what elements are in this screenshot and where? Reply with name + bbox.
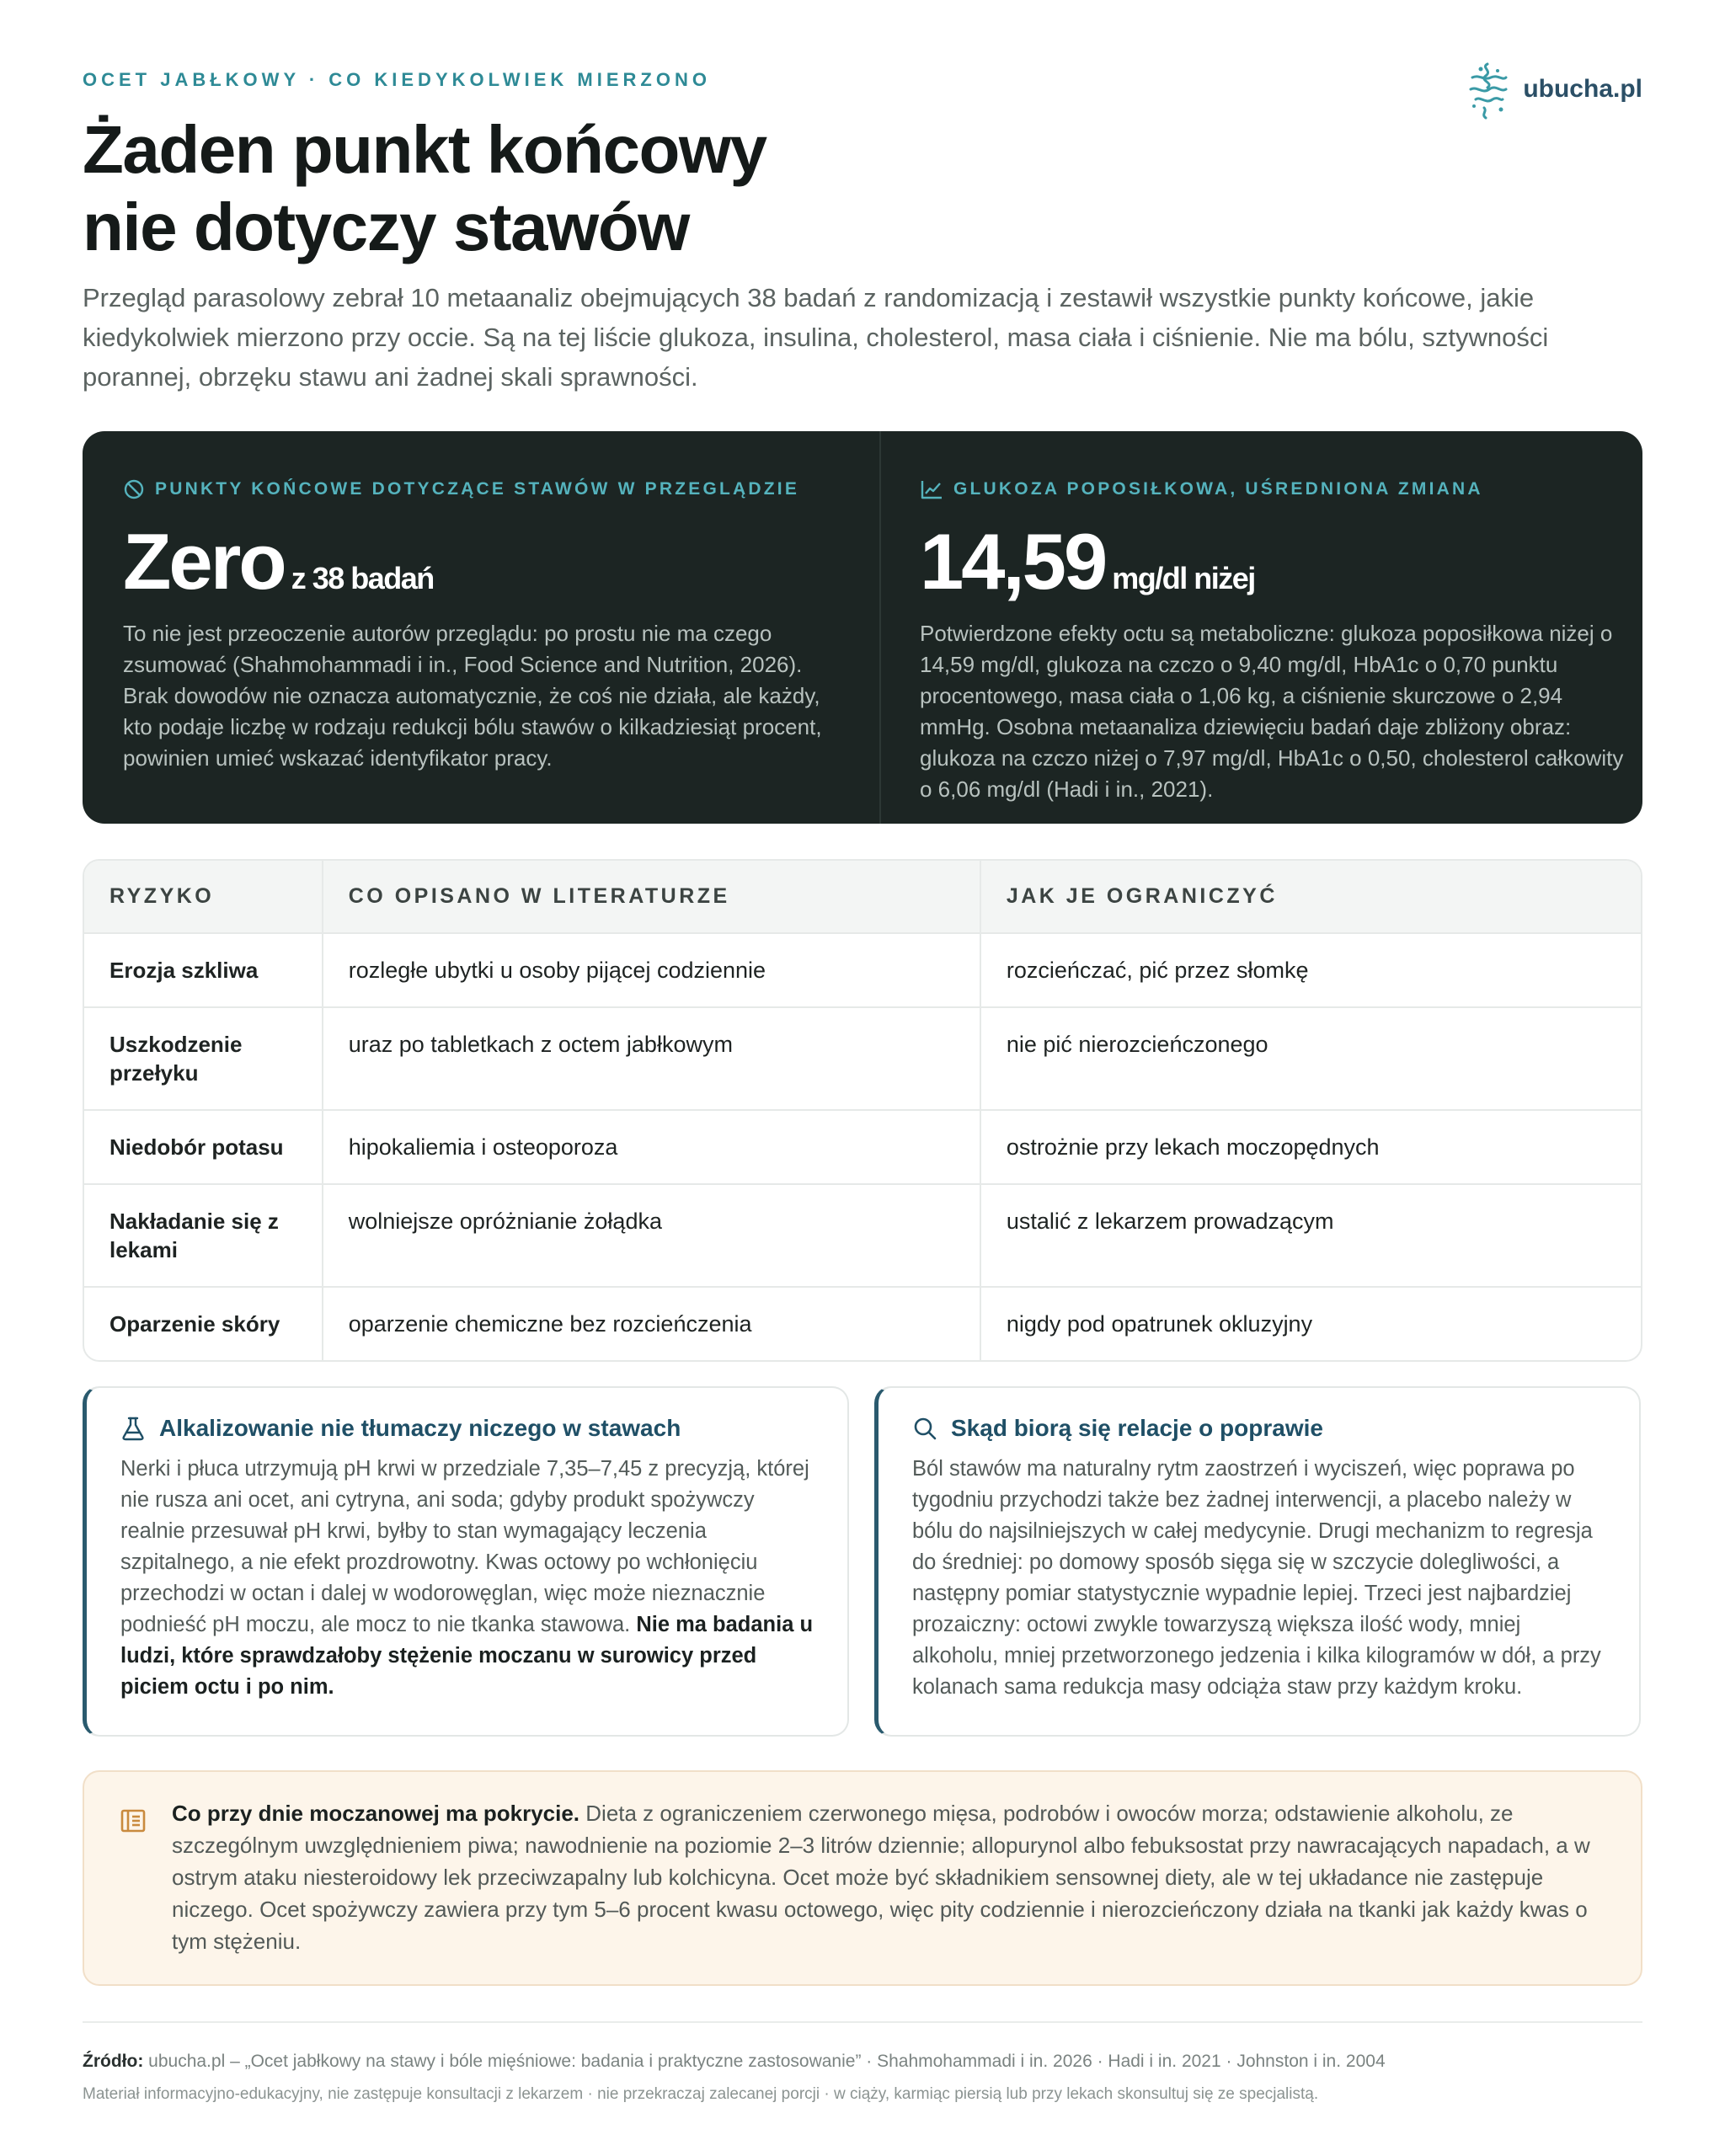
brand[interactable] — [1464, 59, 1642, 120]
kombucha-swirl-logo-icon — [1464, 59, 1511, 120]
stat-text: To nie jest przeoczenie autorów przeglądu: po prostu nie ma czego zsumować (Shahmohammadi i in., Food Science and Nutrition, 2026). Brak dowodów nie oznacza automatycznie, że coś nie działa, ale każdy, kto podaje liczbę w rodzaju redukcji bólu stawów o kilkadziesiąt procent, powinien umieć wskazać identyfikator pracy. — [123, 621, 822, 771]
card-body-emphasis: Nie ma badania u ludzi, które sprawdzałoby stężenie moczanu w surowicy przed piciem octu i po nim. — [120, 1613, 814, 1699]
stat-value: Zero — [123, 517, 285, 606]
title-line-1: Żaden punkt końcowy — [83, 112, 766, 187]
mitigation-cell: ostrożnie przy lekach moczopędnych — [980, 1110, 1641, 1184]
risk-table — [83, 859, 1642, 1362]
source-text: ubucha.pl – „Ocet jabłkowy na stawy i bóle mięśniowe: badania i praktyczne zastosowanie” · Shahmohammadi i in. 2026 · Hadi i in. 2021 · Johnston i in. 2004 — [148, 2052, 1386, 2071]
card-body: Nerki i płuca utrzymują pH krwi w przedziale 7,35–7,45 z precyzją, której nie rusza ani ocet, ani cytryna, ani soda; gdyby produkt spożywczy realnie przesuwał pH krwi, byłby to stan wymagający leczenia szpitalnego, a nie efekt prozdrowotny. Kwas octowy po wchłonięciu przechodzi w octan i dalej w wodorowęglan, więc może nieznacznie podnieść pH moczu, ale mocz to nie tkanka stawowa. — [120, 1457, 809, 1636]
card-alkalizing — [83, 1386, 849, 1737]
stat-value: 14,59 — [920, 517, 1106, 606]
source-label: Źródło: — [83, 2052, 144, 2071]
table-row — [84, 1184, 1641, 1287]
card-improvement-reports — [874, 1386, 1641, 1737]
stat-unit: mg/dl niżej — [1112, 561, 1255, 595]
gout-note — [83, 1770, 1642, 1986]
risk-cell: Nakładanie się z lekami — [84, 1184, 323, 1287]
risk-cell: Uszkodzenie przełyku — [84, 1007, 323, 1110]
footer-divider — [83, 2021, 1642, 2023]
literature-cell: hipokaliemia i osteoporoza — [323, 1110, 980, 1184]
stat-postprandial-glucose — [879, 431, 1642, 824]
table-row — [84, 1110, 1641, 1184]
page-title — [83, 111, 1093, 266]
ban-icon — [123, 478, 145, 500]
stat-joint-endpoints — [83, 431, 879, 824]
literature-cell: wolniejsze opróżnianie żołądka — [323, 1184, 980, 1287]
column-header-risk: RYZYKO — [84, 861, 323, 933]
search-icon — [912, 1416, 937, 1441]
column-header-literature: CO OPISANO W LITERATURZE — [323, 861, 980, 933]
line-chart-icon — [920, 478, 943, 500]
literature-cell: uraz po tabletkach z octem jabłkowym — [323, 1007, 980, 1110]
column-header-mitigation: JAK JE OGRANICZYĆ — [980, 861, 1641, 933]
card-title: Alkalizowanie nie tłumaczy niczego w stawach — [159, 1415, 681, 1441]
note-lead: Co przy dnie moczanowej ma pokrycie. — [172, 1801, 580, 1826]
stat-text: Potwierdzone efekty octu są metaboliczne: glukoza poposiłkowa niżej o 14,59 mg/dl, glukoza na czczo o 9,40 mg/dl, HbA1c o 0,70 punktu procentowego, masa ciała o 1,06 kg, a ciśnienie skurczowe o 2,94 mmHg. Osobna metaanaliza dziewięciu badań daje zbliżony obraz: glukoza na czczo niżej o 7,97 mg/dl, HbA1c o 0,50, cholesterol całkowity o 6,06 mg/dl (Hadi i in., 2021). — [920, 621, 1624, 802]
risk-cell: Niedobór potasu — [84, 1110, 323, 1184]
literature-cell: rozległe ubytki u osoby pijącej codziennie — [323, 933, 980, 1007]
disclaimer: Materiał informacyjno-edukacyjny, nie zastępuje konsultacji z lekarzem · nie przekraczaj zalecanej porcji · w ciąży, karmiąc piersią lub przy lekach skonsultuj się ze specjalistą. — [83, 2085, 1319, 2103]
table-row — [84, 1287, 1641, 1360]
mitigation-cell: nie pić nierozcieńczonego — [980, 1007, 1641, 1110]
stat-kicker: PUNKTY KOŃCOWE DOTYCZĄCE STAWÓW W PRZEGLĄDZIE — [155, 479, 800, 499]
table-header-row — [84, 861, 1641, 933]
risk-cell: Oparzenie skóry — [84, 1287, 323, 1360]
card-title: Skąd biorą się relacje o poprawie — [951, 1415, 1323, 1441]
mitigation-cell: rozcieńczać, pić przez słomkę — [980, 933, 1641, 1007]
card-body: Ból stawów ma naturalny rytm zaostrzeń i wyciszeń, więc poprawa po tygodniu przychodzi także bez żadnej interwencji, a placebo należy w bólu do najsilniejszych w całej medycynie. Drugi mechanizm to regresja do średniej: po domowy sposób sięga się w szczycie dolegliwości, a następny pomiar statystycznie wypadnie lepiej. Trzeci jest najbardziej prozaiczny: octowi zwykle towarzyszą większa ilość wody, mniej alkoholu, mniej przetworzonego jedzenia i kilka kilogramów w dół, a przy kolanach sama redukcja masy odciąża staw przy każdym kroku. — [912, 1457, 1601, 1699]
stats-panel — [83, 431, 1642, 824]
mitigation-cell: nigdy pod opatrunek okluzyjny — [980, 1287, 1641, 1360]
flask-icon — [120, 1416, 146, 1441]
kicker: OCET JABŁKOWY · CO KIEDYKOLWIEK MIERZONO — [83, 69, 711, 90]
table-row — [84, 933, 1641, 1007]
mitigation-cell: ustalić z lekarzem prowadzącym — [980, 1184, 1641, 1287]
risk-cell: Erozja szkliwa — [84, 933, 323, 1007]
brand-name: ubucha.pl — [1523, 75, 1642, 103]
table-row — [84, 1007, 1641, 1110]
title-line-2: nie dotyczy stawów — [83, 189, 689, 264]
lede: Przegląd parasolowy zebrał 10 metaanaliz obejmujących 38 badań z randomizacją i zestawił wszystkie punkty końcowe, jakie kiedykolwiek mierzono przy occie. Są na tej liście glukoza, insulina, cholesterol, masa ciała i ciśnienie. Nie ma bólu, sztywności porannej, obrzęku stawu ani żadnej skali sprawności. — [83, 283, 1549, 392]
note-text: Dieta z ograniczeniem czerwonego mięsa, podrobów i owoców morza; odstawienie alkoholu, ze szczególnym uwzględnieniem piwa; nawodnienie na poziomie 2–3 litrów dziennie; allopurynol albo febuksostat przy nawracających napadach, a w ostrym ataku niesteroidowy lek przeciwzapalny lub kolchicyna. Ocet może być składnikiem sensownej diety, ale w tej układance nie zastępuje niczego. Ocet spożywczy zawiera przy tym 5–6 procent kwasu octowego, więc pity codziennie i nierozcieńczony działa na tkanki jak każdy kwas o tym stężeniu. — [172, 1801, 1590, 1954]
notebook-icon — [120, 1807, 147, 1834]
stat-unit: z 38 badań — [291, 561, 434, 595]
stat-kicker: GLUKOZA POPOSIŁKOWA, UŚREDNIONA ZMIANA — [953, 479, 1483, 499]
literature-cell: oparzenie chemiczne bez rozcieńczenia — [323, 1287, 980, 1360]
source-line — [83, 2052, 1386, 2072]
